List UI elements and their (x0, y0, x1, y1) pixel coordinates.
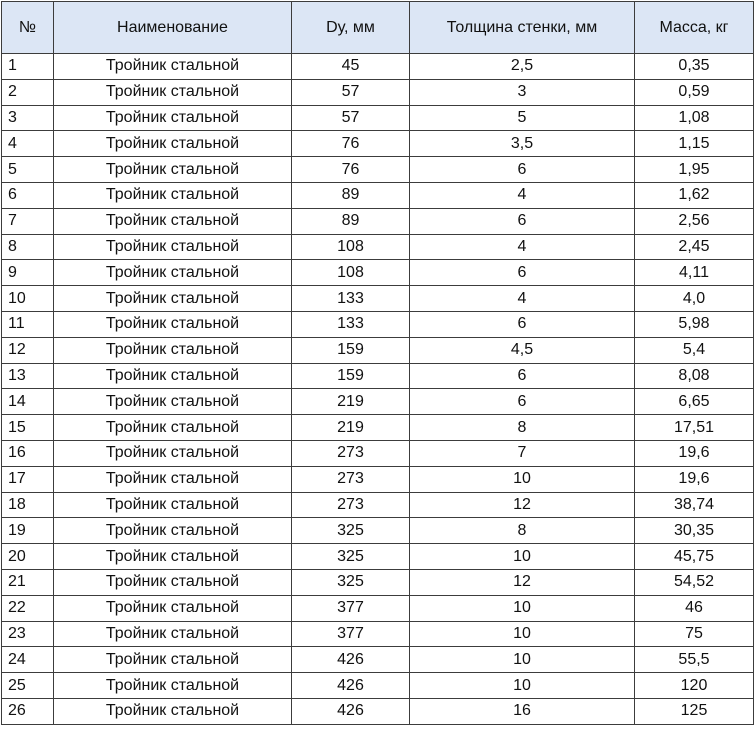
cell-name: Тройник стальной (54, 544, 292, 570)
cell-number: 2 (2, 79, 54, 105)
table-row (2, 157, 754, 183)
cell-nominal-diameter: 377 (292, 621, 410, 647)
cell-mass: 0,59 (635, 79, 754, 105)
cell-number: 20 (2, 544, 54, 570)
table-row (2, 363, 754, 389)
cell-wall-thickness: 8 (410, 415, 635, 441)
cell-number: 26 (2, 698, 54, 724)
cell-mass: 4,0 (635, 286, 754, 312)
cell-mass: 5,98 (635, 311, 754, 337)
cell-name: Тройник стальной (54, 182, 292, 208)
cell-mass: 46 (635, 595, 754, 621)
table-row (2, 105, 754, 131)
cell-name: Тройник стальной (54, 286, 292, 312)
cell-wall-thickness: 10 (410, 647, 635, 673)
cell-nominal-diameter: 133 (292, 311, 410, 337)
cell-number: 19 (2, 518, 54, 544)
cell-name: Тройник стальной (54, 440, 292, 466)
cell-mass: 38,74 (635, 492, 754, 518)
cell-number: 14 (2, 389, 54, 415)
cell-nominal-diameter: 89 (292, 182, 410, 208)
cell-wall-thickness: 2,5 (410, 54, 635, 80)
cell-name: Тройник стальной (54, 337, 292, 363)
cell-name: Тройник стальной (54, 569, 292, 595)
cell-nominal-diameter: 76 (292, 157, 410, 183)
cell-number: 4 (2, 131, 54, 157)
cell-nominal-diameter: 108 (292, 234, 410, 260)
cell-wall-thickness: 10 (410, 544, 635, 570)
cell-number: 25 (2, 673, 54, 699)
cell-nominal-diameter: 325 (292, 518, 410, 544)
cell-name: Тройник стальной (54, 79, 292, 105)
table-row (2, 440, 754, 466)
table-row (2, 466, 754, 492)
cell-wall-thickness: 6 (410, 363, 635, 389)
cell-number: 1 (2, 54, 54, 80)
cell-mass: 2,45 (635, 234, 754, 260)
cell-wall-thickness: 10 (410, 466, 635, 492)
table-row (2, 518, 754, 544)
header-row (2, 2, 754, 54)
cell-mass: 19,6 (635, 440, 754, 466)
cell-mass: 0,35 (635, 54, 754, 80)
table-row (2, 54, 754, 80)
table-row (2, 234, 754, 260)
cell-name: Тройник стальной (54, 621, 292, 647)
header-name: Наименование (54, 2, 292, 54)
table-header (2, 2, 754, 54)
cell-nominal-diameter: 273 (292, 492, 410, 518)
cell-number: 8 (2, 234, 54, 260)
cell-mass: 6,65 (635, 389, 754, 415)
cell-wall-thickness: 16 (410, 698, 635, 724)
cell-mass: 120 (635, 673, 754, 699)
cell-name: Тройник стальной (54, 234, 292, 260)
cell-number: 22 (2, 595, 54, 621)
cell-wall-thickness: 4 (410, 234, 635, 260)
header-number: № (2, 2, 54, 54)
cell-mass: 17,51 (635, 415, 754, 441)
table-row (2, 673, 754, 699)
cell-name: Тройник стальной (54, 518, 292, 544)
cell-number: 12 (2, 337, 54, 363)
cell-name: Тройник стальной (54, 647, 292, 673)
cell-name: Тройник стальной (54, 157, 292, 183)
cell-number: 9 (2, 260, 54, 286)
cell-number: 6 (2, 182, 54, 208)
cell-number: 18 (2, 492, 54, 518)
cell-wall-thickness: 5 (410, 105, 635, 131)
cell-wall-thickness: 6 (410, 157, 635, 183)
cell-wall-thickness: 7 (410, 440, 635, 466)
table-row (2, 79, 754, 105)
cell-name: Тройник стальной (54, 698, 292, 724)
steel-tee-table (1, 1, 754, 725)
table-row (2, 415, 754, 441)
cell-mass: 75 (635, 621, 754, 647)
cell-name: Тройник стальной (54, 105, 292, 131)
cell-nominal-diameter: 377 (292, 595, 410, 621)
table-row (2, 286, 754, 312)
table-body (2, 54, 754, 725)
cell-wall-thickness: 4 (410, 182, 635, 208)
cell-mass: 55,5 (635, 647, 754, 673)
cell-mass: 4,11 (635, 260, 754, 286)
cell-nominal-diameter: 57 (292, 105, 410, 131)
cell-name: Тройник стальной (54, 311, 292, 337)
cell-name: Тройник стальной (54, 389, 292, 415)
cell-mass: 125 (635, 698, 754, 724)
table-row (2, 182, 754, 208)
cell-name: Тройник стальной (54, 260, 292, 286)
table-row (2, 260, 754, 286)
header-mass: Масса, кг (635, 2, 754, 54)
table-row (2, 647, 754, 673)
cell-nominal-diameter: 426 (292, 647, 410, 673)
cell-name: Тройник стальной (54, 208, 292, 234)
cell-number: 16 (2, 440, 54, 466)
cell-mass: 5,4 (635, 337, 754, 363)
cell-mass: 19,6 (635, 466, 754, 492)
cell-mass: 1,95 (635, 157, 754, 183)
table-row (2, 311, 754, 337)
cell-mass: 1,15 (635, 131, 754, 157)
table-row (2, 208, 754, 234)
table-row (2, 337, 754, 363)
cell-nominal-diameter: 159 (292, 363, 410, 389)
cell-wall-thickness: 4 (410, 286, 635, 312)
cell-nominal-diameter: 219 (292, 389, 410, 415)
cell-wall-thickness: 6 (410, 260, 635, 286)
cell-nominal-diameter: 108 (292, 260, 410, 286)
cell-nominal-diameter: 426 (292, 698, 410, 724)
cell-number: 13 (2, 363, 54, 389)
cell-name: Тройник стальной (54, 131, 292, 157)
cell-wall-thickness: 3,5 (410, 131, 635, 157)
cell-mass: 1,62 (635, 182, 754, 208)
cell-mass: 30,35 (635, 518, 754, 544)
cell-nominal-diameter: 325 (292, 544, 410, 570)
cell-name: Тройник стальной (54, 466, 292, 492)
cell-nominal-diameter: 45 (292, 54, 410, 80)
cell-mass: 8,08 (635, 363, 754, 389)
cell-wall-thickness: 4,5 (410, 337, 635, 363)
cell-number: 5 (2, 157, 54, 183)
table-row (2, 569, 754, 595)
cell-mass: 54,52 (635, 569, 754, 595)
cell-nominal-diameter: 273 (292, 440, 410, 466)
cell-nominal-diameter: 76 (292, 131, 410, 157)
cell-nominal-diameter: 273 (292, 466, 410, 492)
cell-nominal-diameter: 89 (292, 208, 410, 234)
table-row (2, 698, 754, 724)
cell-name: Тройник стальной (54, 595, 292, 621)
cell-wall-thickness: 12 (410, 492, 635, 518)
table-row (2, 621, 754, 647)
table-row (2, 389, 754, 415)
cell-number: 21 (2, 569, 54, 595)
cell-wall-thickness: 6 (410, 311, 635, 337)
table-row (2, 595, 754, 621)
cell-nominal-diameter: 219 (292, 415, 410, 441)
cell-mass: 45,75 (635, 544, 754, 570)
cell-wall-thickness: 10 (410, 673, 635, 699)
table-row (2, 131, 754, 157)
cell-number: 17 (2, 466, 54, 492)
cell-nominal-diameter: 57 (292, 79, 410, 105)
cell-name: Тройник стальной (54, 54, 292, 80)
cell-nominal-diameter: 325 (292, 569, 410, 595)
cell-number: 3 (2, 105, 54, 131)
cell-name: Тройник стальной (54, 673, 292, 699)
cell-nominal-diameter: 426 (292, 673, 410, 699)
cell-wall-thickness: 10 (410, 621, 635, 647)
table-row (2, 544, 754, 570)
table-row (2, 492, 754, 518)
cell-nominal-diameter: 133 (292, 286, 410, 312)
cell-name: Тройник стальной (54, 415, 292, 441)
cell-name: Тройник стальной (54, 492, 292, 518)
cell-wall-thickness: 6 (410, 389, 635, 415)
cell-number: 7 (2, 208, 54, 234)
cell-wall-thickness: 10 (410, 595, 635, 621)
cell-mass: 2,56 (635, 208, 754, 234)
cell-name: Тройник стальной (54, 363, 292, 389)
cell-number: 23 (2, 621, 54, 647)
cell-wall-thickness: 6 (410, 208, 635, 234)
cell-wall-thickness: 8 (410, 518, 635, 544)
cell-number: 11 (2, 311, 54, 337)
cell-nominal-diameter: 159 (292, 337, 410, 363)
cell-mass: 1,08 (635, 105, 754, 131)
header-wall-thickness: Толщина стенки, мм (410, 2, 635, 54)
cell-number: 15 (2, 415, 54, 441)
cell-number: 10 (2, 286, 54, 312)
cell-wall-thickness: 3 (410, 79, 635, 105)
cell-wall-thickness: 12 (410, 569, 635, 595)
header-nominal-diameter: Dу, мм (292, 2, 410, 54)
cell-number: 24 (2, 647, 54, 673)
